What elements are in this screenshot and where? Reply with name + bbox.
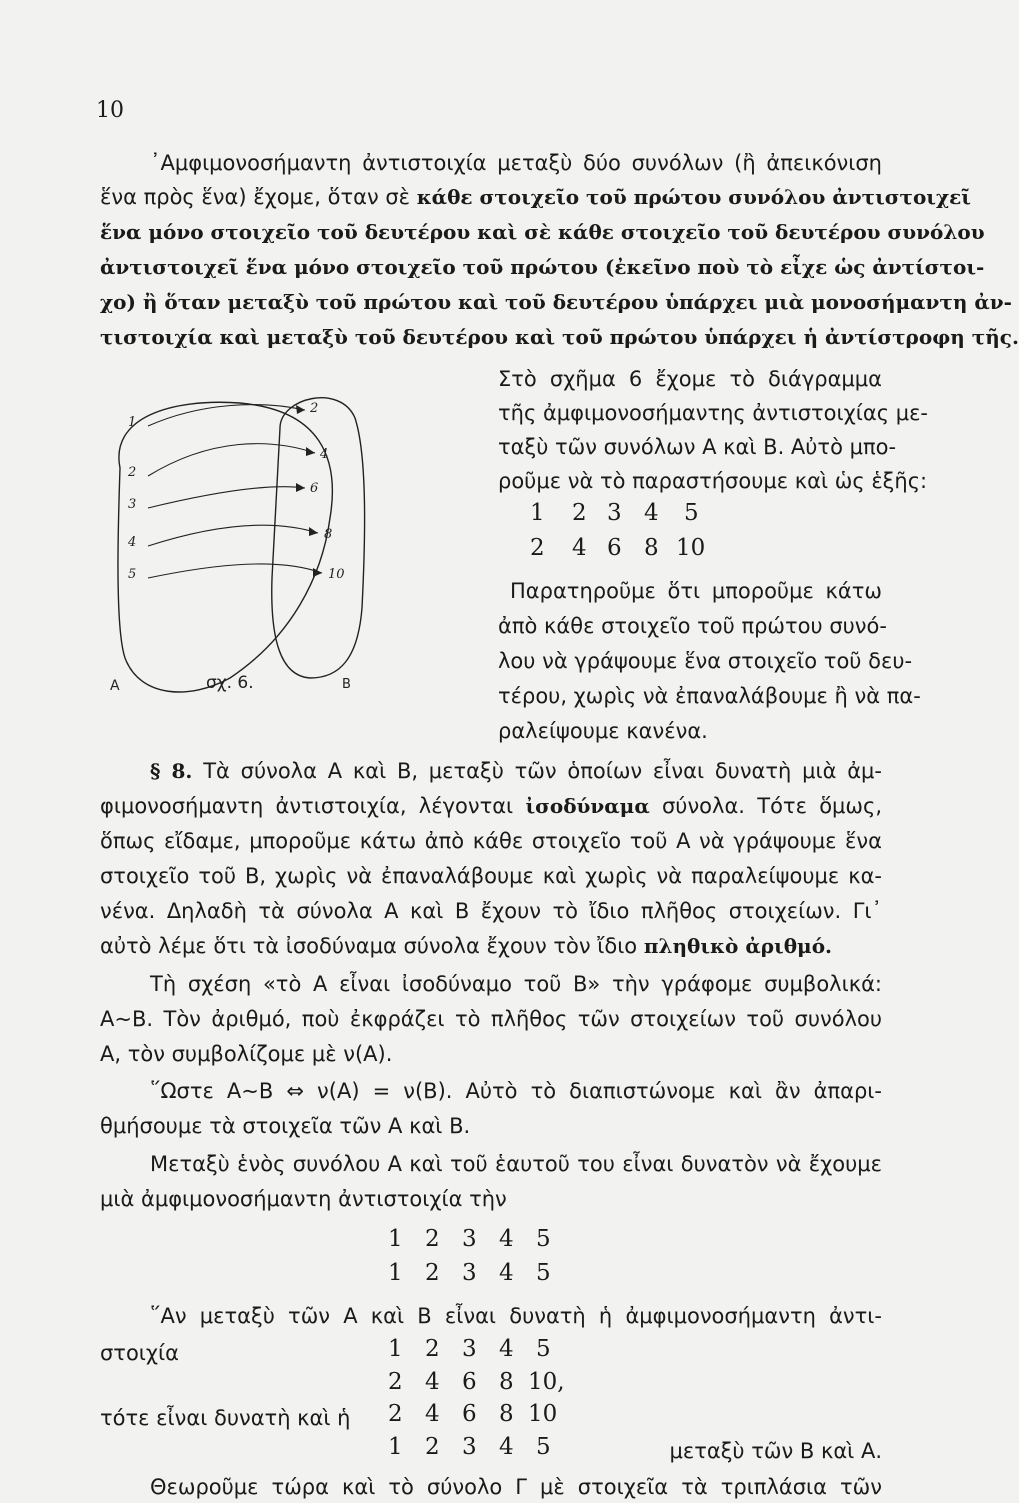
para1-line2	[100, 181, 971, 213]
identity-row1-item3: 3	[462, 1226, 477, 1252]
section8-term-cardinal: πληθικὸ ἀριθμό.	[643, 934, 832, 958]
para3-line3: λου νὰ γράψουμε ἕνα στοιχεῖο τοῦ δευ-	[498, 649, 913, 673]
para1-line2-regular: ἕνα πρὸς ἕνα) ἔχομε, ὅταν σὲ	[100, 185, 417, 209]
para8-row1-item5: 5	[536, 1336, 551, 1362]
para8-row1-item3: 3	[462, 1336, 477, 1362]
para3-line1: Παρατηροῦμε ὅτι μποροῦμε κάτω	[510, 579, 882, 603]
section8-line1	[150, 755, 882, 787]
arrowhead-1	[296, 405, 305, 414]
para2-line3: ταξὺ τῶν συνόλων Α καὶ Β. Αὐτὸ μπο-	[498, 435, 897, 459]
arrowhead-3	[296, 483, 305, 492]
identity-row1-item4: 4	[499, 1226, 514, 1252]
section8-line6	[100, 930, 882, 962]
set-b-element-4: 4	[320, 447, 329, 462]
arrow-4-8	[148, 525, 318, 546]
para8-row4-item2: 2	[425, 1434, 440, 1460]
section8-line3: ὅπως εἴδαμε, μποροῦμε κάτω ἀπὸ κάθε στοιχεῖο τοῦ Α νὰ γράψουμε ἕνα	[100, 829, 882, 853]
section8-line2-part2: σύνολα. Τότε ὅμως,	[649, 794, 882, 818]
para5-line1: Τὴ σχέση «τὸ Α εἶναι ἰσοδύναμο τοῦ Β» τὴν γράφομε συμβολικά:	[150, 972, 882, 996]
mapping-row1-item1: 1	[530, 500, 545, 526]
identity-row1-item2: 2	[425, 1226, 440, 1252]
para8-row2-item5: 10,	[528, 1369, 565, 1395]
section8-line5: νένα. Δηλαδὴ τὰ σύνολα Α καὶ Β ἔχουν τὸ ἴδιο πλῆθος στοιχείων. Γι᾿	[100, 899, 882, 923]
para3-line5: ραλείψουμε κανένα.	[498, 719, 708, 743]
identity-row1-item1: 1	[388, 1226, 403, 1252]
set-a-element-3: 3	[128, 497, 137, 512]
identity-row2-item2: 2	[425, 1260, 440, 1286]
identity-row1-item5: 5	[536, 1226, 551, 1252]
para2-line1: Στὸ σχῆμα 6 ἔχομε τὸ διάγραμμα	[498, 367, 882, 391]
identity-row2-item5: 5	[536, 1260, 551, 1286]
para8-row4-item1: 1	[388, 1434, 403, 1460]
arrowhead-4	[309, 527, 318, 536]
arrowhead-2	[306, 447, 315, 456]
set-a-element-4: 4	[128, 535, 137, 550]
section8-line1-text: Τὰ σύνολα Α καὶ Β, μεταξὺ τῶν ὁποίων εἶναι δυνατὴ μιὰ ἀμ-	[203, 759, 882, 783]
set-a-element-2: 2	[128, 465, 137, 480]
identity-row2-item3: 3	[462, 1260, 477, 1286]
mapping-row2-item4: 8	[644, 535, 659, 561]
section8-term-isodynama: ἰσοδύναμα	[525, 794, 650, 818]
para8-prefix2: τότε εἶναι δυνατὴ καὶ ἡ	[100, 1406, 351, 1430]
para3-line4: τέρου, χωρὶς νὰ ἐπαναλάβουμε ἢ νὰ πα-	[498, 684, 921, 708]
identity-row2-item4: 4	[499, 1260, 514, 1286]
para1-line4: ἀντιστοιχεῖ ἕνα μόνο στοιχεῖο τοῦ πρώτου (ἐκεῖνο ποὺ τὸ εἶχε ὡς ἀντίστοι-	[100, 255, 985, 279]
para2-line4: ροῦμε νὰ τὸ παραστήσουμε καὶ ὡς ἑξῆς:	[498, 469, 928, 493]
section8-line2	[100, 790, 882, 822]
para5-line2: Α∼Β. Τὸν ἀριθμό, ποὺ ἐκφράζει τὸ πλῆθος τῶν στοιχείων τοῦ συνόλου	[100, 1007, 882, 1031]
figure-6-diagram	[100, 378, 370, 708]
arrow-2-4	[148, 444, 315, 476]
set-a-element-1: 1	[128, 415, 137, 430]
mapping-row1-item4: 4	[644, 500, 659, 526]
arrow-5-10	[148, 564, 322, 578]
set-b-element-6: 6	[310, 481, 319, 496]
para8-line1: ῞Αν μεταξὺ τῶν Α καὶ Β εἶναι δυνατὴ ἡ ἀμφιμονοσήμαντη ἀντι-	[150, 1304, 882, 1328]
mapping-row1-item2: 2	[572, 500, 587, 526]
para8-row2-item2: 4	[425, 1369, 440, 1395]
para9-line1: Θεωροῦμε τώρα καὶ τὸ σύνολο Γ μὲ στοιχεῖα τὰ τριπλάσια τῶν	[150, 1475, 882, 1499]
page-number: 10	[96, 98, 124, 123]
para7-line1: Μεταξὺ ἑνὸς συνόλου Α καὶ τοῦ ἑαυτοῦ του εἶναι δυνατὸν νὰ ἔχουμε	[150, 1152, 882, 1176]
mapping-row2-item3: 6	[607, 535, 622, 561]
mapping-row1-item5: 5	[684, 500, 699, 526]
set-b-element-8: 8	[324, 527, 333, 542]
para8-row1-item4: 4	[499, 1336, 514, 1362]
mapping-row2-item5: 10	[676, 535, 706, 561]
para5-line3: Α, τὸν συμβολίζομε μὲ ν(Α).	[100, 1042, 393, 1066]
para8-row1-item1: 1	[388, 1336, 403, 1362]
para8-row3-item3: 6	[462, 1401, 477, 1427]
figure-caption: σχ. 6.	[206, 673, 254, 693]
mapping-row2-item1: 2	[530, 535, 545, 561]
section8-line4: στοιχεῖο τοῦ Β, χωρὶς νὰ ἐπαναλάβουμε καὶ χωρὶς νὰ παραλείψουμε κα-	[100, 864, 882, 888]
para3-line2: ἀπὸ κάθε στοιχεῖο τοῦ πρώτου συνό-	[498, 614, 887, 638]
mapping-row1-item3: 3	[607, 500, 622, 526]
para6-line1: ῞Ωστε Α∼Β ⇔ ν(Α) = ν(Β). Αὐτὸ τὸ διαπιστώνομε καὶ ἂν ἀπαρι-	[150, 1079, 882, 1103]
para8-row3-item2: 4	[425, 1401, 440, 1427]
section8-number: § 8.	[150, 759, 193, 783]
para8-row3-item1: 2	[388, 1401, 403, 1427]
para1-line6: τιστοιχία καὶ μεταξὺ τοῦ δευτέρου καὶ τοῦ πρώτου ὑπάρχει ἡ ἀντίστροφη τῆς.	[100, 325, 1019, 349]
para8-row3-item4: 8	[499, 1401, 514, 1427]
para1-line5: χο) ἢ ὅταν μεταξὺ τοῦ πρώτου καὶ τοῦ δευτέρου ὑπάρχει μιὰ μονοσήμαντη ἀν-	[100, 290, 1012, 314]
para1-line3: ἕνα μόνο στοιχεῖο τοῦ δευτέρου καὶ σὲ κάθε στοιχεῖο τοῦ δευτέρου συνόλου	[100, 220, 985, 244]
para8-row1-item2: 2	[425, 1336, 440, 1362]
para8-row3-item5: 10	[528, 1401, 558, 1427]
set-b-element-10: 10	[328, 567, 345, 582]
para2-line2: τῆς ἀμφιμονοσήμαντης ἀντιστοιχίας με-	[498, 401, 929, 425]
identity-row2-item1: 1	[388, 1260, 403, 1286]
para1-line2-bold: κάθε στοιχεῖο τοῦ πρώτου συνόλου ἀντιστοιχεῖ	[416, 185, 971, 209]
set-b-element-2: 2	[310, 401, 319, 416]
para8-row4-item5: 5	[536, 1434, 551, 1460]
para8-row2-item3: 6	[462, 1369, 477, 1395]
set-a-label: Α	[110, 678, 120, 694]
para8-suffix4: μεταξὺ τῶν Β καὶ Α.	[669, 1439, 882, 1463]
para8-row4-item4: 4	[499, 1434, 514, 1460]
mapping-row2-item2: 4	[572, 535, 587, 561]
section8-line6-part1: αὐτὸ λέμε ὅτι τὰ ἰσοδύναμα σύνολα ἔχουν τὸν ἴδιο	[100, 934, 644, 958]
para6-line2: θμήσουμε τὰ στοιχεῖα τῶν Α καὶ Β.	[100, 1114, 471, 1138]
para8-row2-item1: 2	[388, 1369, 403, 1395]
para1-line1: ᾿Αμφιμονοσήμαντη ἀντιστοιχία μεταξὺ δύο συνόλων (ἢ ἀπεικόνιση	[150, 151, 882, 175]
set-a-outline	[118, 402, 332, 692]
set-a-element-5: 5	[128, 567, 137, 582]
arrow-3-6	[148, 487, 305, 508]
para7-line2: μιὰ ἀμφιμονοσήμαντη ἀντιστοιχία τὴν	[100, 1187, 507, 1211]
para8-row2-item4: 8	[499, 1369, 514, 1395]
section8-line2-part1: φιμονοσήμαντη ἀντιστοιχία, λέγονται	[100, 794, 526, 818]
para8-row4-item3: 3	[462, 1434, 477, 1460]
set-b-label: Β	[342, 677, 351, 692]
para8-prefix1: στοιχία	[100, 1341, 179, 1365]
